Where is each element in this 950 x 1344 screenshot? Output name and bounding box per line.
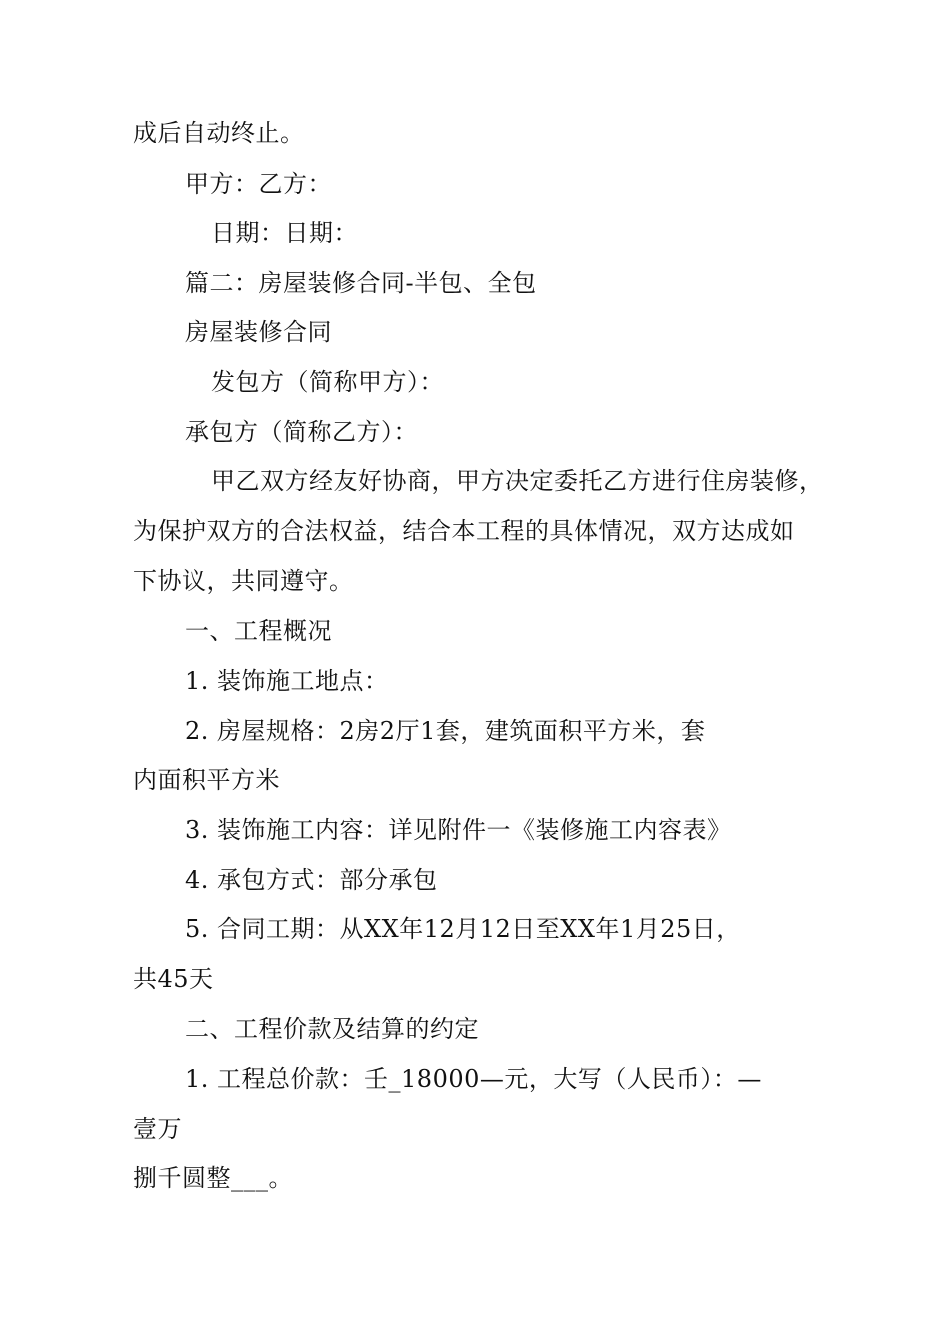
section-heading-part-two: 篇二：房屋装修合同-半包、全包 [185, 269, 537, 297]
section-heading-price: 二、工程价款及结算的约定 [185, 1015, 479, 1043]
text-line-party-b: 承包方（简称乙方）： [185, 418, 418, 446]
list-item-2-continued: 内面积平方米 [133, 766, 280, 794]
paragraph-intro-line-2: 为保护双方的合法权益，结合本工程的具体情况，双方达成如 [133, 517, 795, 545]
list-item-3: 3. 装饰施工内容：详见附件一《装修施工内容表》 [185, 816, 732, 844]
list-item-5: 5. 合同工期：从XX年12月12日至XX年1月25日， [185, 915, 741, 943]
list-item-5-continued: 共45天 [133, 965, 214, 993]
price-item-1: 1. 工程总价款：壬_18000—元，大写（人民币）：— [185, 1065, 762, 1093]
text-line-termination: 成后自动终止。 [133, 119, 305, 147]
section-heading-overview: 一、工程概况 [185, 617, 332, 645]
list-item-1: 1. 装饰施工地点： [185, 667, 389, 695]
text-line-dates: 日期：日期： [211, 219, 358, 247]
paragraph-intro-line-3: 下协议，共同遵守。 [133, 567, 354, 595]
contract-title: 房屋装修合同 [185, 318, 332, 346]
text-line-party-a: 发包方（简称甲方）： [211, 368, 444, 396]
list-item-2: 2. 房屋规格：2房2厅1套，建筑面积平方米，套 [185, 717, 706, 745]
paragraph-intro-line-1: 甲乙双方经友好协商，甲方决定委托乙方进行住房装修， [211, 467, 824, 495]
price-item-1-continued: 壹万 [133, 1115, 182, 1143]
price-item-1-continued-2: 捌千圆整___。 [133, 1164, 293, 1192]
text-line-party-signatures: 甲方：乙方： [185, 170, 332, 198]
list-item-4: 4. 承包方式：部分承包 [185, 866, 438, 894]
